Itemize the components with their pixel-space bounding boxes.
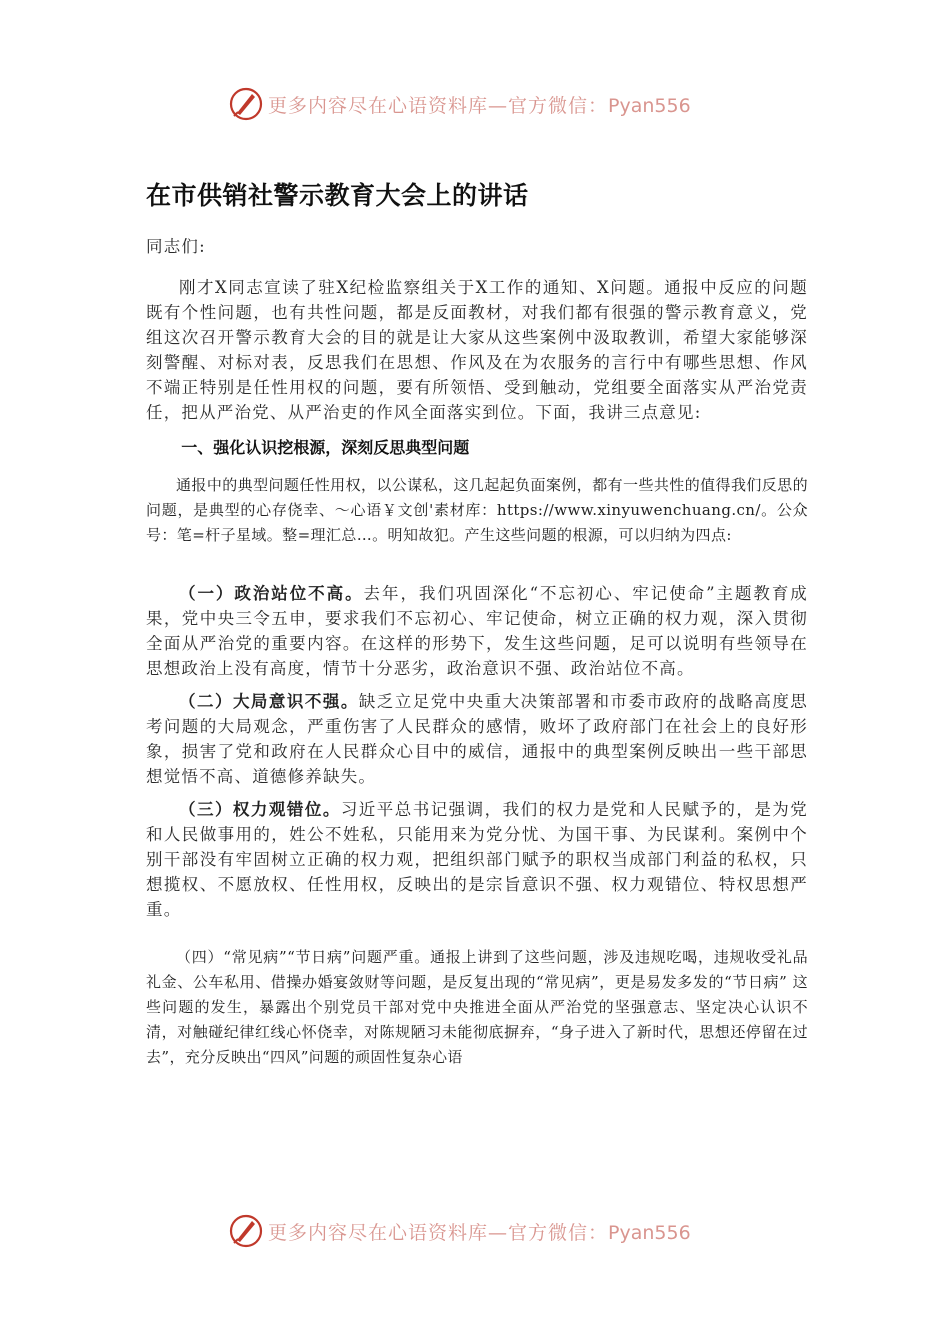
item-1-lead: （一）政治站位不高。 [179,584,364,603]
document-body [146,176,808,1085]
item-3-paragraph [146,797,808,922]
banner-label: 更多内容尽在心语资料库—官方微信： [268,1221,609,1244]
item-3-text: 习近平总书记强调，我们的权力是党和人民赋予的，是为党和人民做事用的，姓公不姓私，只能用来为党分忧、为国干事、为民谋利。案例中个别干部没有牢固树立正确的权力观，把组织部门赋予的职权当成部门利益的私权，只想揽权、不愿放权、任性用权，反映出的是宗旨意识不强、权力观错位、特权思想严重。 [146,800,808,919]
banner-text [268,91,691,118]
section-heading-1: 一、强化认识挖根源，深刻反思典型问题 [181,438,470,457]
item-1-paragraph [146,581,808,681]
greeting: 同志们: [146,237,206,256]
banner-wechat-id: Pyan556 [608,1221,691,1244]
banner-label: 更多内容尽在心语资料库—官方微信： [268,94,609,117]
quill-logo-icon [228,1213,264,1249]
item-2-text: 缺乏立足党中央重大决策部署和市委市政府的战略高度思考问题的大局观念，严重伤害了人民群众的感情，败坏了政府部门在社会上的良好形象，损害了党和政府在人民群众心目中的威信，通报中的典型案例反映出一些干部思想觉悟不高、道德修养缺失。 [146,692,809,786]
item-1-text: 去年，我们巩固深化“不忘初心、牢记使命”主题教育成果，党中央三令五申，要求我们不忘初心、牢记使命，树立正确的权力观，深入贯彻全面从严治党的重要内容。在这样的形势下，发生这些问题，足可以说明有些领导在思想政治上没有高度，情节十分恶劣，政治意识不强、政治站位不高。 [146,584,809,678]
section1-paragraph: 通报中的典型问题任性用权，以公谋私，这几起起负面案例，都有一些共性的值得我们反思的问题，是典型的心存侥幸、～心语￥文创'素材库：https://www.xinyuwenchuang.cn/。公众号：笔=杆子星域。整=理汇总…。明知故犯。产生这些问题的根源，可以归纳为四点: [146,476,808,544]
document-title: 在市供销社警示教育大会上的讲话 [146,181,529,210]
banner-text [268,1218,691,1245]
banner-wechat-id: Pyan556 [608,94,691,117]
item-2-lead: （二）大局意识不强。 [179,692,359,711]
item-4-paragraph: （四）“常见病”“节日病”问题严重。通报上讲到了这些问题，涉及违规吃喝，违规收受礼品礼金、公车私用、借操办婚宴敛财等问题，是反复出现的“常见病”，更是易发多发的“节日病” 这些问题的发生，暴露出个别党员干部对党中央推进全面从严治党的坚强意志、坚定决心认识不清，对触碰纪律红线心怀侥幸，对陈规陋习未能彻底摒弃，“身子进入了新时代，思想还停留在过去”，充分反映出“四风”问题的顽固性复杂心语 [146,948,808,1066]
intro-paragraph: 刚才X同志宣读了驻X纪检监察组关于X工作的通知、X问题。通报中反应的问题既有个性问题，也有共性问题，都是反面教材，对我们都有很强的警示教育意义，党组这次召开警示教育大会的目的就是让大家从这些案例中汲取教训，希望大家能够深刻警醒、对标对表，反思我们在思想、作风及在为农服务的言行中有哪些思想、作风不端正特别是任性用权的问题，要有所领悟、受到触动，党组要全面落实从严治党责任，把从严治党、从严治吏的作风全面落实到位。下面，我讲三点意见: [146,278,808,422]
footer-banner [228,1211,748,1251]
quill-logo-icon [228,86,264,122]
item-2-paragraph [146,689,808,789]
item-3-lead: （三）权力观错位。 [179,800,341,819]
header-banner [228,84,748,124]
